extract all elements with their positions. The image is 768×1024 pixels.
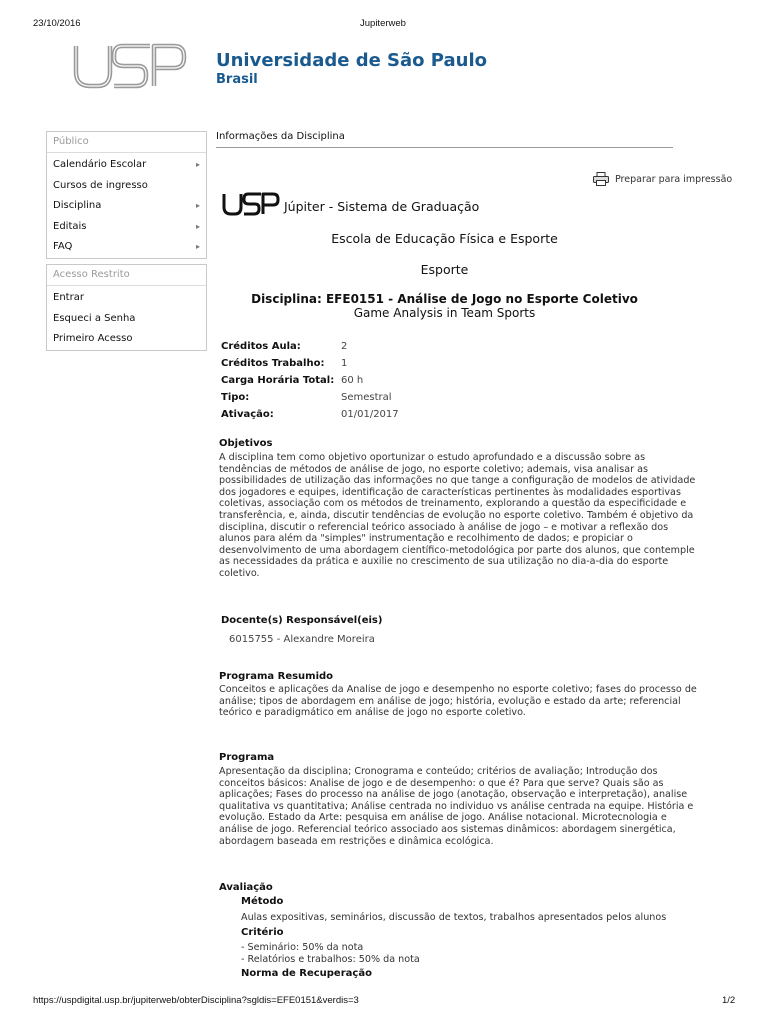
info-row-creditos-trabalho <box>221 355 399 372</box>
section-divider <box>216 147 673 148</box>
menu-restricted <box>46 264 207 351</box>
printer-icon <box>593 172 609 186</box>
menu-item-calendario[interactable] <box>47 155 206 176</box>
text-line: possibilidades de utilização das informações no que tange a configuração de modelos de atividade <box>219 475 696 487</box>
menu-public <box>46 131 207 259</box>
menu-item-label: Calendário Escolar <box>53 159 147 170</box>
menu-restricted-header: Acesso Restrito <box>47 265 206 286</box>
print-page-title: Jupiterweb <box>360 18 406 29</box>
chevron-right-icon: ▸ <box>195 160 200 169</box>
menu-item-primeiro-acesso[interactable] <box>47 329 206 350</box>
text-line: abordagem baseada em restrições e dinâmica ecológica. <box>219 835 494 847</box>
discipline-title-english: Game Analysis in Team Sports <box>353 306 536 320</box>
menu-item-label: Cursos de ingresso <box>53 179 148 191</box>
text-line: Conceitos e aplicações da Analise de jogo e desempenho no esporte coletivo; fases do processo de <box>219 684 697 695</box>
criterio-text <box>241 942 420 965</box>
text-line: disciplina, discutir o referencial teórico associado à análise de jogo – e motivar a reflexão dos <box>219 521 669 533</box>
info-value: 01/01/2017 <box>341 409 399 420</box>
discipline-info-table <box>221 338 399 423</box>
university-country: Brasil <box>216 72 258 87</box>
print-page-number: 1/2 <box>722 995 736 1006</box>
info-label: Ativação: <box>221 409 274 420</box>
info-label: Créditos Aula: <box>221 341 301 352</box>
discipline-title: Disciplina: EFE0151 - Análise de Jogo no Esporte Coletivo <box>251 292 638 306</box>
menu-item-label: Primeiro Acesso <box>53 333 133 344</box>
menu-item-label: Esqueci a Senha <box>53 312 136 324</box>
info-row-creditos-aula <box>221 338 399 355</box>
objetivos-title: Objetivos <box>219 438 273 449</box>
text-line: as necessidades da prática e auxilie no crescimento de sua utilização no dia-a-dia do esporte <box>219 556 669 568</box>
text-line: dos jogadores e equipes, identificação de características pertinentes às modalidades esportivas <box>219 486 681 498</box>
department-name: Esporte <box>420 262 469 277</box>
menu-item-esqueci-senha[interactable] <box>47 309 206 330</box>
usp-small-logo <box>221 192 281 216</box>
info-label: Tipo: <box>221 392 250 403</box>
chevron-right-icon: ▸ <box>195 242 200 251</box>
usp-logo[interactable] <box>70 42 188 90</box>
text-line: - Seminário: 50% da nota <box>241 942 364 953</box>
text-line: evolução. Estado da Arte: pesquisa em análise de jogo. Análise notacional. Microtecnologia e <box>219 812 667 824</box>
metodo-title: Método <box>241 896 284 907</box>
text-line: alunos para além da "simples" instrumentação e recolhimento de dados; e propiciar o <box>219 533 633 545</box>
info-value: Semestral <box>341 392 392 403</box>
programa-resumido-title: Programa Resumido <box>219 671 334 682</box>
criterio-title: Critério <box>241 927 284 938</box>
info-value: 2 <box>341 341 348 352</box>
menu-item-label: Disciplina <box>53 200 102 211</box>
info-row-carga-horaria <box>221 372 399 389</box>
chevron-right-icon: ▸ <box>195 221 200 231</box>
info-row-tipo <box>221 389 399 406</box>
text-line: conceitos básicos: Analise de jogo e de desempenho: o que é? Para que serve? Quais são as <box>219 777 664 789</box>
text-line: qualitativa vs quantitativa; Análise centrada no individuo vs análise centrada na equipe. História e <box>219 800 694 812</box>
text-line: A disciplina tem como objetivo oportunizar o estudo aprofundado e a discussão sobre as <box>219 452 646 463</box>
info-value: 60 h <box>341 375 364 386</box>
chevron-right-icon: ▸ <box>195 201 200 210</box>
text-line: transferência, e, ainda, discutir tendências de evolução no esporte coletivo. Também é objetivo da <box>219 509 694 521</box>
print-link-label: Preparar para impressão <box>615 173 733 185</box>
print-date: 23/10/2016 <box>33 18 81 29</box>
avaliacao-title: Avaliação <box>219 882 273 893</box>
text-line: análise; tipos de abordagem em análise de jogo; história, evolução e estado da arte; referencial <box>219 695 681 707</box>
menu-item-label: FAQ <box>53 241 73 252</box>
info-value: 1 <box>341 358 348 369</box>
menu-item-editais[interactable] <box>47 217 206 238</box>
text-line: coletivas, associação com os métodos de treinamento, explorando a questão da especificidade e <box>219 498 687 510</box>
info-row-ativacao <box>221 406 399 423</box>
university-name: Universidade de São Paulo <box>216 50 488 71</box>
text-line: análise de jogo. Referencial teórico associado aos sistemas dinâmicos: abordagem sinergética, <box>219 823 676 835</box>
text-line: teórico e paradigmático em análise de jogo no esporte coletivo. <box>219 707 526 719</box>
programa-title: Programa <box>219 752 275 763</box>
menu-item-faq[interactable] <box>47 237 206 258</box>
text-line: desenvolvimento de uma abordagem científico-metodológica por parte dos alunos, que contemple <box>219 544 695 556</box>
programa-resumido-text <box>219 684 727 719</box>
system-title: Júpiter - Sistema de Graduação <box>284 199 480 214</box>
menu-item-label: Editais <box>53 220 87 232</box>
text-line: aplicações; Fases do processo na análise de jogo (anotação, observação e interpretação), analise <box>219 789 688 801</box>
menu-item-label: Entrar <box>53 292 84 303</box>
print-link[interactable] <box>593 172 732 186</box>
docentes-title: Docente(s) Responsável(eis) <box>221 615 383 626</box>
menu-item-cursos[interactable] <box>47 176 206 197</box>
text-line: coletivo. <box>219 567 260 579</box>
text-line: - Relatórios e trabalhos: 50% da nota <box>241 953 420 965</box>
menu-item-entrar[interactable] <box>47 288 206 309</box>
menu-item-disciplina[interactable] <box>47 196 206 217</box>
school-name: Escola de Educação Física e Esporte <box>331 231 558 246</box>
section-title: Informações da Disciplina <box>216 131 345 142</box>
info-label: Créditos Trabalho: <box>221 358 325 369</box>
text-line: tendências de métodos de análise de jogo, no esporte coletivo; ademais, visa analisar as <box>219 463 648 475</box>
print-url: https://uspdigital.usp.br/jupiterweb/obterDisciplina?sgldis=EFE0151&verdis=3 <box>33 995 359 1006</box>
text-line: Apresentação da disciplina; Cronograma e conteúdo; critérios de avaliação; Introdução dos <box>219 766 658 777</box>
metodo-text: Aulas expositivas, seminários, discussão de textos, trabalhos apresentados pelos alunos <box>241 912 667 923</box>
info-label: Carga Horária Total: <box>221 375 335 386</box>
recuperacao-title: Norma de Recuperação <box>241 968 372 979</box>
programa-text <box>219 766 727 847</box>
docente-link[interactable]: 6015755 - Alexandre Moreira <box>229 634 375 645</box>
menu-public-header: Público <box>47 132 206 153</box>
objetivos-text <box>219 452 727 580</box>
